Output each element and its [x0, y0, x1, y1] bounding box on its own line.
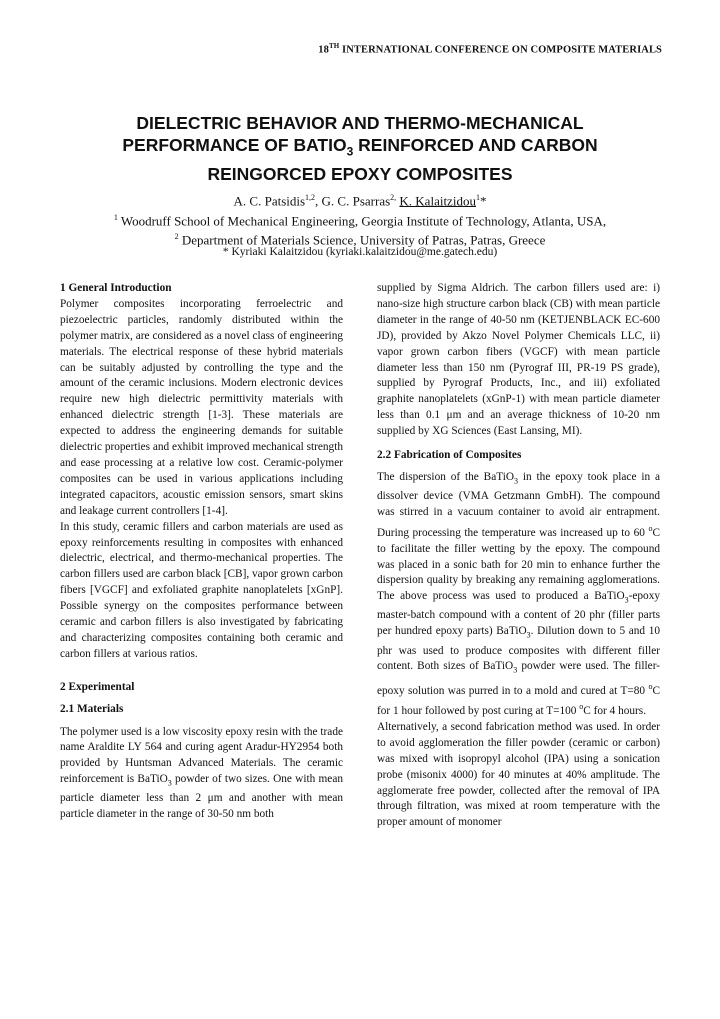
corresponding-author: K. Kalaitzidou — [399, 193, 476, 209]
subsection-heading-2-1: 2.1 Materials — [60, 702, 124, 715]
title-line-1: DIELECTRIC BEHAVIOR AND THERMO-MECHANICAL — [136, 113, 584, 133]
header-ordinal: 18 — [318, 44, 329, 56]
section-heading-2: 2 Experimental — [60, 680, 135, 693]
subsection-heading-2-2: 2.2 Fabrication of Composites — [377, 449, 522, 462]
header-ordinal-suffix: TH — [329, 42, 340, 50]
title-line-3: REINGORCED EPOXY COMPOSITES — [207, 163, 513, 184]
right-column — [377, 281, 660, 831]
paper-title — [60, 112, 660, 185]
author-list: A. C. Patsidis$^{1,2}$, G. C. Psarras$^{2,}$ K. Kalaitzidou$^1$* — [233, 193, 487, 209]
affiliation-1: $^1$ Woodruff School of Mechanical Engineering, Georgia Institute of Technology, Atlanta, USA, — [113, 213, 607, 229]
conference-header — [318, 42, 662, 56]
section-heading-1: 1 General Introduction — [60, 282, 172, 294]
header-conference-name: INTERNATIONAL CONFERENCE ON COMPOSITE MATERIALS — [339, 44, 662, 56]
paragraph: In this study, ceramic fillers and carbon materials are used as epoxy reinforcements resulting in composites with enhanced dielectric, electrical, and thermo-mechanical properties. The carbon fillers used are carbon black [CB], vapor grown carbon fibers [VGCF] and exfoliated graphite nanoplatelets [xGnP]. Possible synergy on the composites performance between ceramic and carbon fillers is also investigated by fabricating and characterizing composites containing both ceramic and carbon fillers at various ratios. — [60, 520, 343, 660]
paragraph: Alternatively, a second fabrication method was used. In order to avoid agglomeration the filler powder (ceramic or carbon) was mixed with isopropyl alcohol (IPA) using a sonication probe (misonix 4000) for 40 minutes at 40% amplitude. The agglomerate free powder, collected after the removal of IPA through filtration, was mixed at room temperature with the proper amount of monomer — [377, 720, 660, 829]
paragraph: supplied by Sigma Aldrich. The carbon fillers used are: i) nano-size high structure carbon black (CB) with mean particle diameter in the range of 40-50 nm (KETJENBLACK EC-600 JD), provided by Akzo Novel Polymer Chemicals LLC, ii) vapor grown carbon fibers (VGCF) with mean particle diameter less than 150 nm (Pyrograf III, PR-19 PS grade), supplied by Pyrograf Products, Inc., and iii) exfoliated graphite nanoplatelets (xGnP-1) with mean particle diameter less than 0.1 μm and an average thickness of 10-20 nm supplied by XG Sciences (East Lansing, MI). — [377, 282, 660, 438]
title-line-2: PERFORMANCE OF $BATIO_3$ REINFORCED AND CARBON — [122, 135, 598, 159]
paragraph: Polymer composites incorporating ferroelectric and piezoelectric particles, randomly distributed within the polymer matrix, are considered as a novel class of engineering materials. The electrical response of these hybrid materials can be suitably adjusted by controlling the type and the amount of the ceramic inclusions. Modern electronic devices require new high dielectric permittivity materials with enhanced dielectric strength [1-3]. These materials are expected to address the engineering demands for suitable dielectric properties and exhibit improved mechanical strength and ease processing at a relative low cost. Ceramic-polymer composites can be used in various applications including integrated capacitors, acoustic emission sensors, smart skins and leakage current controllers [1-4]. — [60, 297, 343, 517]
corresponding-email: * Kyriaki Kalaitzidou (kyriaki.kalaitzidou@me.gatech.edu) — [222, 246, 498, 258]
affiliation-2: $^2$ Department of Materials Science, University of Patras, Patras, Greece — [174, 232, 546, 248]
paragraph: The polymer used is a low viscosity epoxy resin with the trade name Araldite LY 564 and curing agent Aradur-HY2954 both provided by Huntsman Advanced Materials. The ceramic reinforcement is BaTiO$_3$ powder of two sizes. One with mean particle diameter less than 2 μm and another with mean particle diameter in the range of 30-50 nm both — [60, 725, 343, 821]
left-column — [60, 281, 343, 823]
paragraph: The dispersion of the BaTiO$_3$ in the epoxy took place in a dissolver device (VMA Getzmann GmbH). The compound was stirred in a vacuum container to avoid air entrapment. During processing the temperature was increased up to 60 $^o$C to facilitate the filler wetting by the epoxy. The compound was placed in a sonic bath for 20 min to enhance further the dispersion quality by breaking any remaining agglomerations. The above process was used to produced a BaTiO$_3$-epoxy master-batch compound with a content of 20 phr (filler parts per hundred epoxy parts) BaTiO$_3$. Dilution down to 5 and 10 phr was used to produce composites with different filler content. Both sizes of BaTiO$_3$ powder were used. The filler-epoxy solution was purred in to a mold and cured at T=80 $^o$C for 1 hour followed by post curing at T=100 $^o$C for 4 hours. — [377, 470, 660, 718]
